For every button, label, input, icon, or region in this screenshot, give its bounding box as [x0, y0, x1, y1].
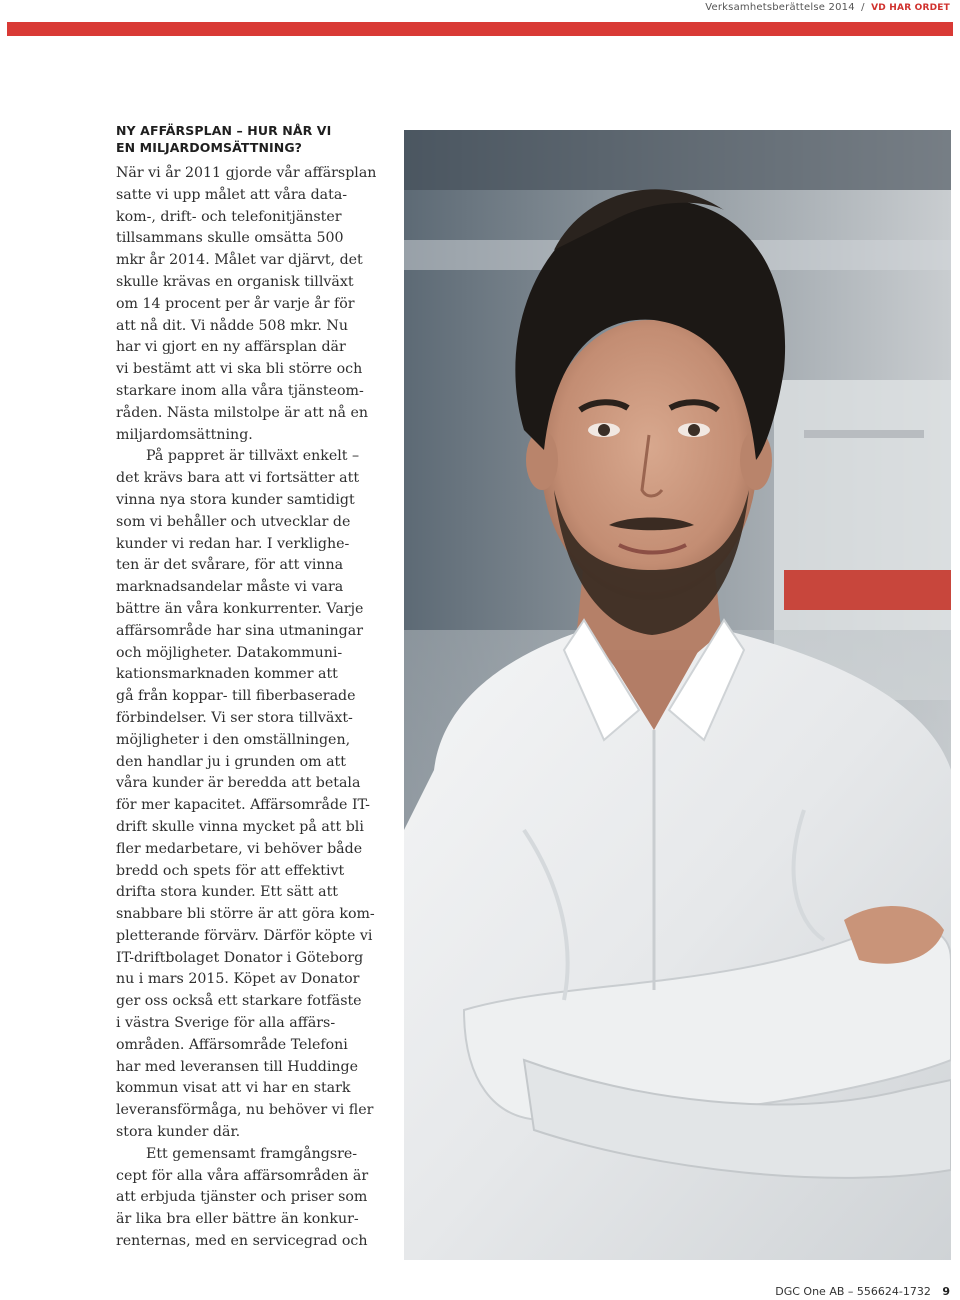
page-number: 9 [942, 1285, 950, 1298]
body-line: drift skulle vinna mycket på att bli [116, 818, 364, 835]
body-line: pletterande förvärv. Därför köpte vi [116, 927, 373, 944]
body-line: bredd och spets för att effektivt [116, 862, 345, 879]
body-line: förbindelser. Vi ser stora tillväxt- [116, 709, 353, 726]
body-line: i västra Sverige för alla affärs- [116, 1015, 336, 1032]
body-line: att nå dit. Vi nådde 508 mkr. Nu [116, 317, 348, 334]
body-line: När vi år 2011 gjorde vår affärsplan [116, 165, 377, 181]
body-line: kunder vi redan har. I verklighe- [116, 535, 350, 552]
body-line: miljardomsättning. [116, 426, 253, 443]
body-line: På pappret är tillväxt enkelt – [146, 448, 360, 465]
section-title: VD HAR ORDET [871, 3, 950, 13]
body-line: cept för alla våra affärsområden är [116, 1167, 369, 1184]
heading-line: EN MILJARDOMSÄTTNING? [116, 140, 303, 155]
body-line: stora kunder där. [116, 1124, 241, 1141]
body-line: Ett gemensamt framgångsre- [146, 1145, 358, 1162]
body-line: kommun visat att vi har en stark [116, 1080, 351, 1097]
publication-title: Verksamhetsberättelse 2014 [705, 2, 855, 13]
body-line: kom-, drift- och telefonitjänster [116, 208, 342, 225]
header-separator: / [861, 2, 865, 13]
body-line: fler medarbetare, vi behöver både [116, 840, 363, 857]
body-line: starkare inom alla våra tjänsteom- [116, 382, 364, 399]
body-line: råden. Nästa milstolpe är att nå en [116, 404, 369, 421]
body-line: drifta stora kunder. Ett sätt att [116, 884, 338, 901]
body-line: vinna nya stora kunder samtidigt [116, 491, 355, 508]
body-line: om 14 procent per år varje år för [116, 295, 355, 312]
page-footer [775, 1285, 950, 1298]
body-line: IT-driftbolaget Donator i Göteborg [116, 949, 364, 966]
body-line: kationsmarknaden kommer att [116, 666, 338, 683]
article-body [116, 163, 378, 1253]
header-red-rule [7, 22, 953, 36]
portrait-image [404, 130, 951, 1260]
body-line: områden. Affärsområde Telefoni [116, 1036, 348, 1053]
article-column [116, 122, 378, 1253]
ceo-portrait-photo [404, 130, 951, 1260]
body-line: affärsområde har sina utmaningar [116, 622, 363, 639]
body-line: gå från koppar- till fiberbaserade [116, 688, 356, 705]
body-line: är lika bra eller bättre än konkur- [116, 1211, 359, 1228]
body-line: har med leveransen till Huddinge [116, 1058, 359, 1075]
body-line: renternas, med en servicegrad och [116, 1233, 368, 1250]
body-line: våra kunder är beredda att betala [116, 775, 361, 792]
body-line: och möjligheter. Datakommuni- [116, 644, 343, 661]
body-line: det krävs bara att vi fortsätter att [116, 470, 360, 487]
body-line: satte vi upp målet att våra data- [116, 186, 348, 203]
body-line: tillsammans skulle omsätta 500 [116, 230, 344, 247]
body-line: ger oss också ett starkare fotfäste [116, 993, 362, 1010]
body-line: leveransförmåga, nu behöver vi fler [116, 1102, 374, 1119]
body-line: för mer kapacitet. Affärsområde IT- [116, 797, 370, 814]
body-line: vi bestämt att vi ska bli större och [116, 361, 363, 378]
body-line: har vi gjort en ny affärsplan där [116, 339, 346, 356]
footer-company: DGC One AB – 556624-1732 [775, 1285, 931, 1298]
body-line: möjligheter i den omställningen, [116, 731, 351, 748]
article-heading [116, 122, 378, 156]
heading-line: NY AFFÄRSPLAN – HUR NÅR VI [116, 123, 332, 138]
running-header [705, 2, 950, 13]
body-line: som vi behåller och utvecklar de [116, 513, 351, 530]
body-line: den handlar ju i grunden om att [116, 753, 346, 770]
body-line: snabbare bli större är att göra kom- [116, 906, 375, 923]
body-line: nu i mars 2015. Köpet av Donator [116, 971, 360, 988]
body-line: ten är det svårare, för att vinna [116, 557, 344, 574]
body-line: att erbjuda tjänster och priser som [116, 1189, 368, 1206]
body-line: marknadsandelar måste vi vara [116, 579, 344, 596]
body-line: mkr år 2014. Målet var djärvt, det [116, 252, 363, 269]
body-line: bättre än våra konkurrenter. Varje [116, 600, 364, 617]
body-line: skulle krävas en organisk tillväxt [116, 273, 354, 290]
